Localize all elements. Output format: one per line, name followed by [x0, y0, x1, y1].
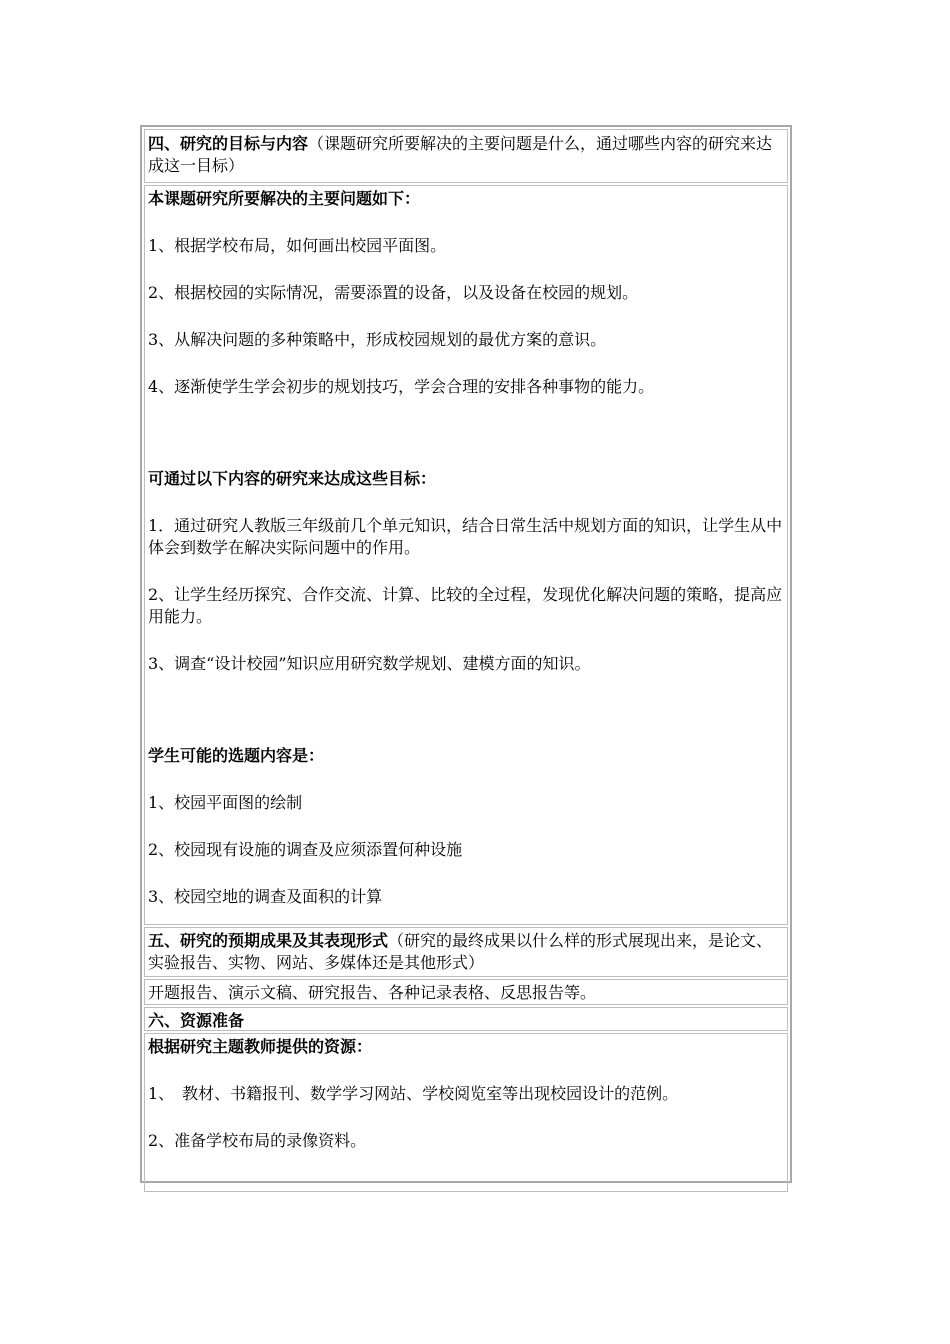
section6-header-cell: [144, 1007, 788, 1031]
topic-item-3: 3、校园空地的调查及面积的计算: [148, 887, 383, 906]
section4-header-cell: [144, 129, 788, 183]
section5-body-cell: [144, 979, 788, 1005]
section4-title: 四、研究的目标与内容: [148, 134, 309, 153]
section6-title: 六、资源准备: [148, 1011, 245, 1030]
topic-item-1: 1、校园平面图的绘制: [148, 793, 303, 812]
content-heading: 可通过以下内容的研究来达成这些目标：: [148, 469, 437, 488]
problem-item-2: 2、根据校园的实际情况，需要添置的设备，以及设备在校园的规划。: [148, 283, 639, 302]
document-table: [140, 125, 792, 1183]
content-item-3: 3、调查“设计校园”知识应用研究数学规划、建模方面的知识。: [148, 654, 591, 673]
section5-note: （研究的最终成果以什么样的形式展现出来，是论文、实验报告、实物、网站、多媒体还是其他形式）: [148, 931, 773, 972]
content-item-2: 2、让学生经历探究、合作交流、计算、比较的全过程，发现优化解决问题的策略，提高应用能力。: [148, 585, 783, 626]
resource-item-2: 2、准备学校布局的录像资料。: [148, 1131, 367, 1150]
section5-header: [148, 930, 785, 974]
topics-heading: 学生可能的选题内容是：: [148, 746, 325, 765]
section4-body-cell: [144, 185, 788, 925]
problem-item-3: 3、从解决问题的多种策略中，形成校园规划的最优方案的意识。: [148, 330, 607, 349]
section5-header-cell: [144, 927, 788, 977]
section4-header: [148, 133, 785, 177]
section4-note: （课题研究所要解决的主要问题是什么，通过哪些内容的研究来达成这一目标）: [148, 134, 773, 175]
section5-body: 开题报告、演示文稿、研究报告、各种记录表格、反思报告等。: [148, 983, 597, 1002]
content-item-1: 1．通过研究人教版三年级前几个单元知识，结合日常生活中规划方面的知识，让学生从中体会到数学在解决实际问题中的作用。: [148, 516, 783, 557]
resources-heading: 根据研究主题教师提供的资源：: [148, 1037, 373, 1056]
problems-heading: 本课题研究所要解决的主要问题如下：: [148, 189, 421, 208]
resource-item-1: 1、 教材、书籍报刊、数学学习网站、学校阅览室等出现校园设计的范例。: [148, 1084, 679, 1103]
problem-item-4: 4、逐渐使学生学会初步的规划技巧，学会合理的安排各种事物的能力。: [148, 377, 655, 396]
section5-title: 五、研究的预期成果及其表现形式: [148, 931, 389, 950]
topic-item-2: 2、校园现有设施的调查及应须添置何种设施: [148, 840, 463, 859]
problem-item-1: 1、根据学校布局，如何画出校园平面图。: [148, 236, 447, 255]
section6-body-cell: [144, 1033, 788, 1192]
